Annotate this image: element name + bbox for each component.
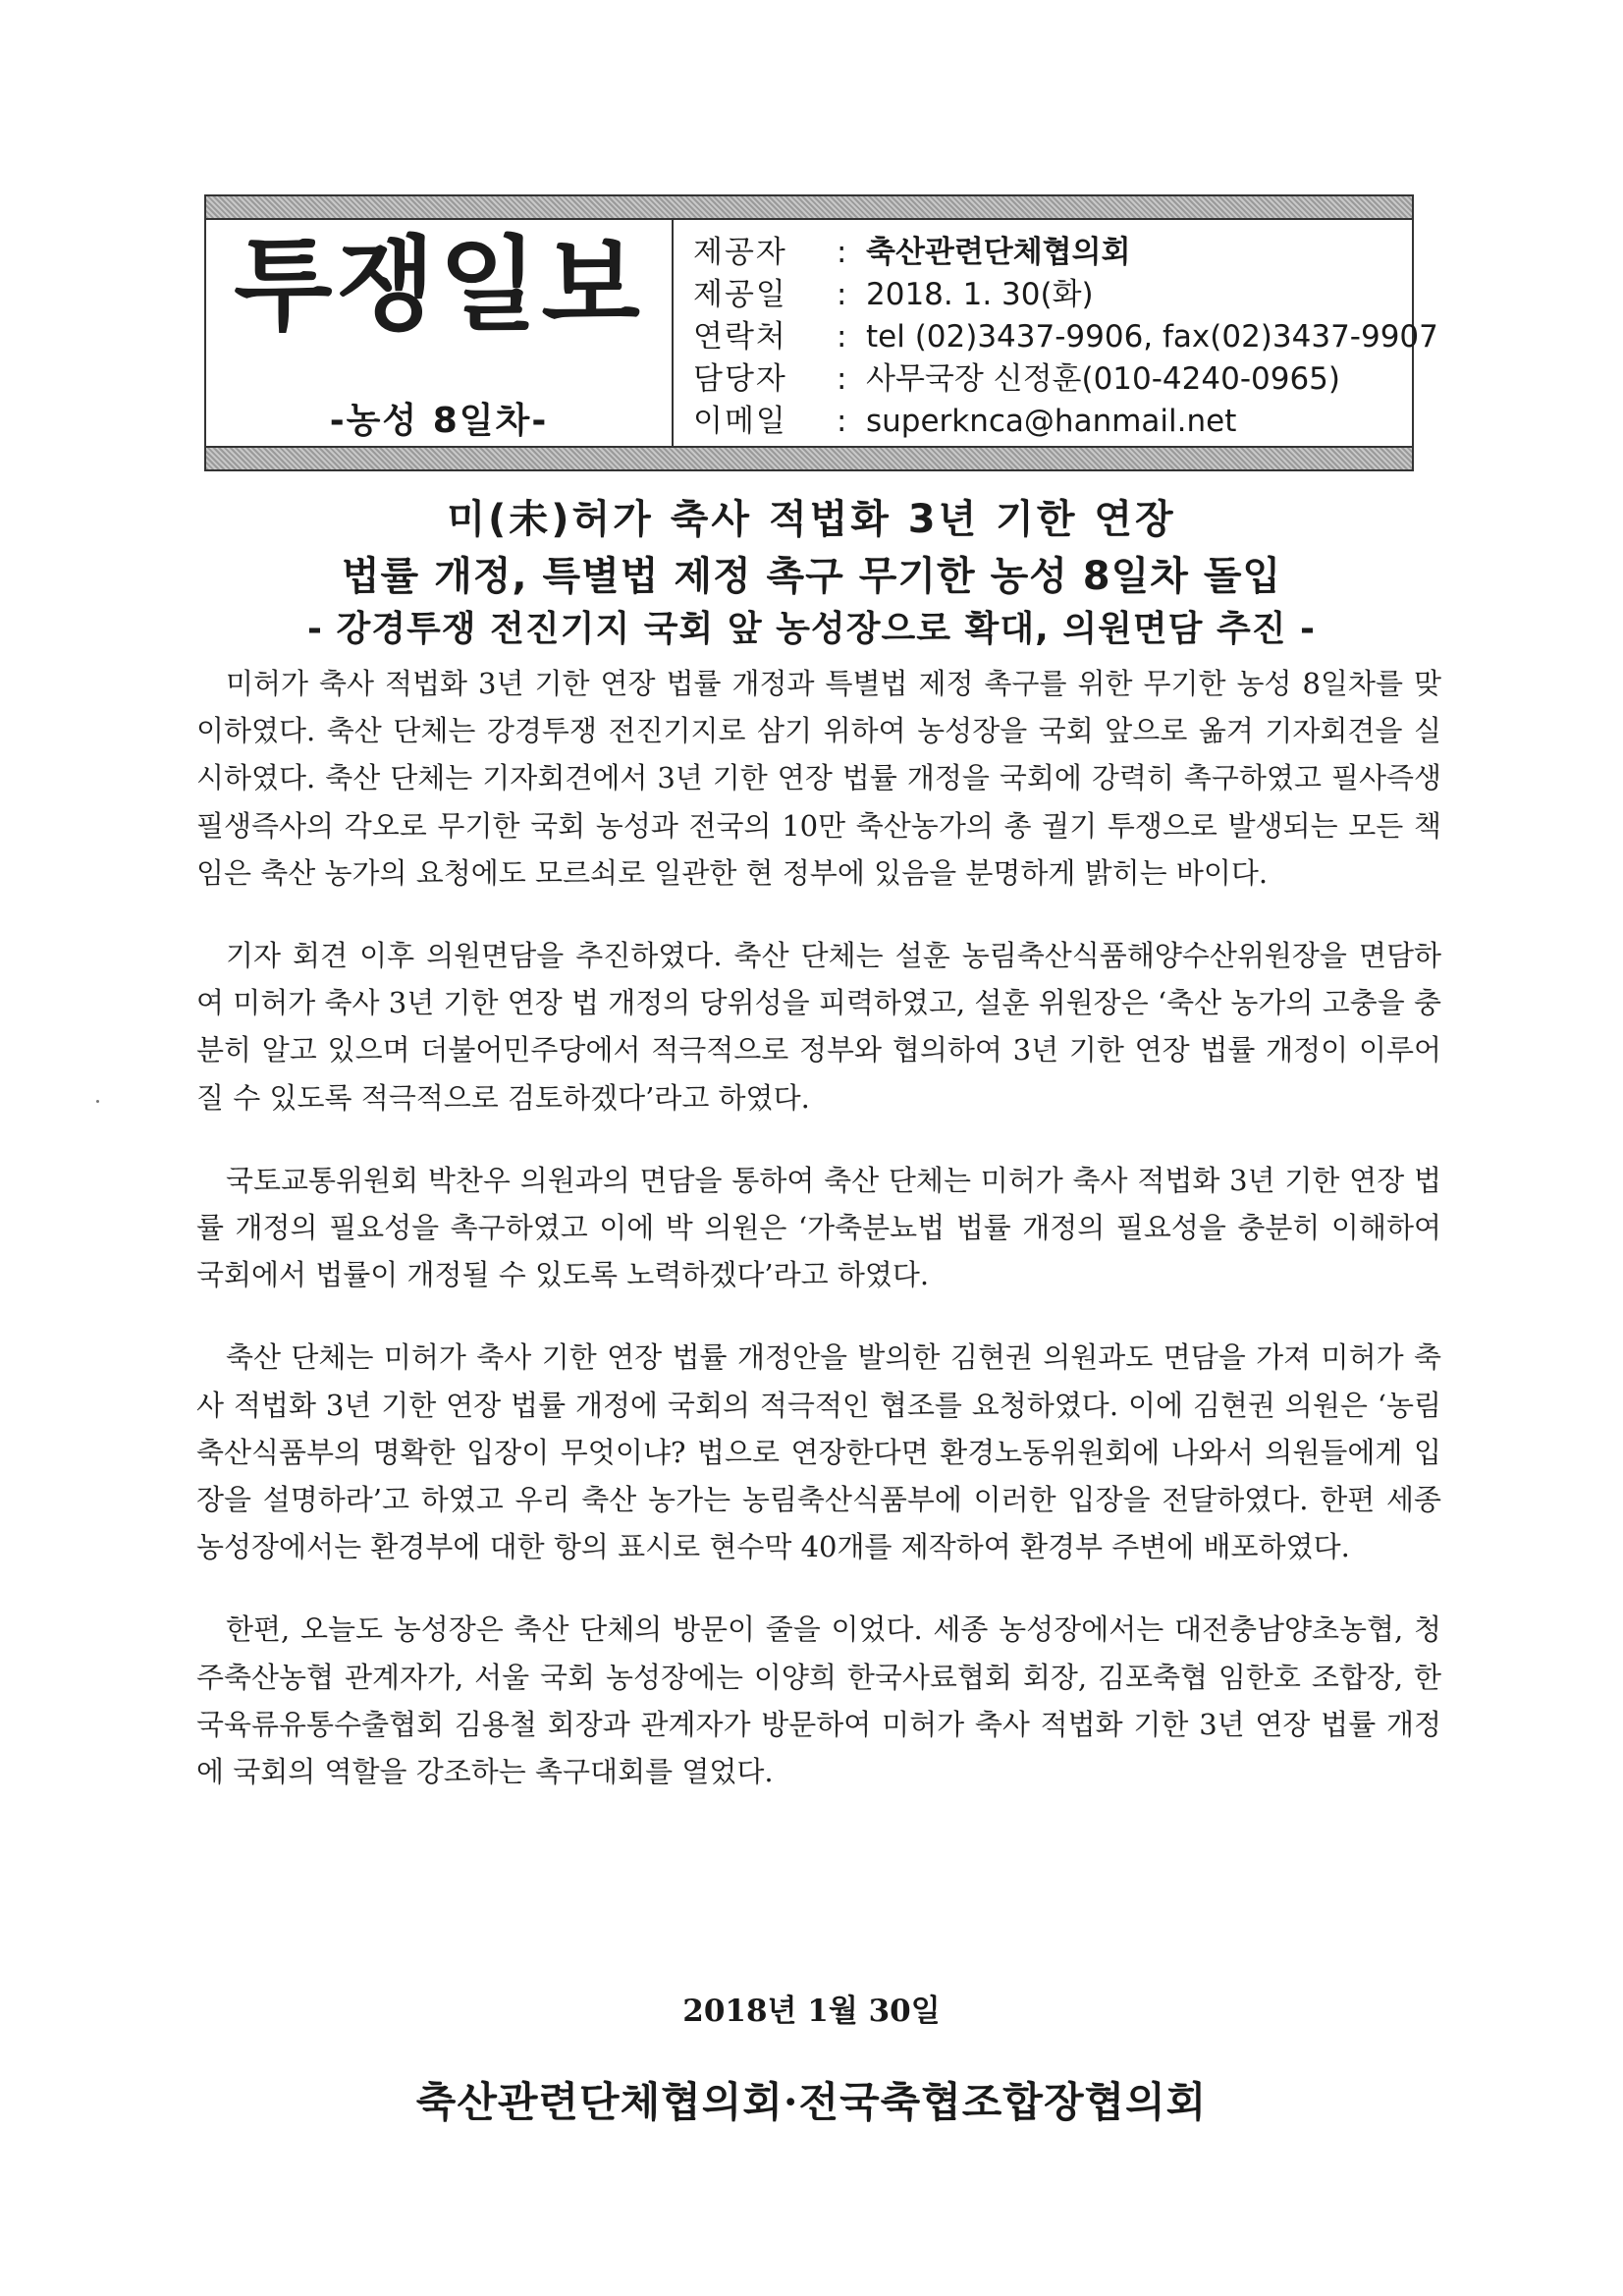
- header-top-band: [204, 194, 1414, 220]
- headline: [157, 491, 1466, 654]
- masthead: [206, 220, 674, 446]
- headline-line-1: 미(未)허가 축사 적법화 3년 기한 연장: [447, 497, 1176, 542]
- info-value: 2018. 1. 30(화): [866, 277, 1094, 312]
- article-body: [196, 660, 1441, 1831]
- paragraph: 한편, 오늘도 농성장은 축산 단체의 방문이 줄을 이었다. 세종 농성장에서는 대전충남양초농협, 청주축산농협 관계자가, 서울 국회 농성장에는 이양희 한국사료협회 회장, 김포축협 임한호 조합장, 한국육류유통수출협회 김용철 회장과 관계자가 방문하여 미허가 축사 적법화 기한 3년 연장 법률 개정에 국회의 역할을 강조하는 촉구대회를 열었다.: [196, 1613, 1441, 1789]
- masthead-subtitle: -농성 8일차-: [329, 401, 549, 441]
- headline-subtitle: - 강경투쟁 전진기지 국회 앞 농성장으로 확대, 의원면담 추진 -: [307, 609, 1316, 649]
- info-row-provider: [693, 232, 1400, 274]
- info-value: 사무국장 신정훈(010-4240-0965): [866, 361, 1340, 397]
- header-body: [204, 220, 1438, 446]
- info-row-manager: [693, 358, 1400, 401]
- header-bottom-band: [204, 446, 1414, 471]
- info-colon: :: [837, 361, 847, 397]
- info-label: 연락처: [693, 319, 787, 355]
- info-colon: :: [837, 277, 847, 312]
- info-label: 담당자: [693, 361, 787, 397]
- info-value: superknca@hanmail.net: [866, 404, 1237, 439]
- info-colon: :: [837, 319, 847, 355]
- info-row-email: [693, 401, 1400, 443]
- info-row-date: [693, 274, 1400, 316]
- contact-info: [693, 232, 1438, 443]
- info-colon: :: [837, 404, 847, 439]
- scan-speck: [96, 1100, 99, 1103]
- info-label: 제공자: [693, 235, 787, 270]
- release-date: 2018년 1월 30일: [682, 1994, 941, 2029]
- masthead-title: 투쟁일보: [234, 225, 644, 345]
- paragraph: 축산 단체는 미허가 축사 기한 연장 법률 개정안을 발의한 김현권 의원과도 면담을 가져 미허가 축사 적법화 3년 기한 연장 법률 개정에 국회의 적극적인 협조를 요청하였다. 이에 김현권 의원은 ‘농림축산식품부의 명확한 입장이 무엇이냐? 법으로 연장한다면 환경노동위원회에 나와서 의원들에게 입장을 설명하라’고 하였고 우리 축산 농가는 농림축산식품부에 이러한 입장을 전달하였다. 한편 세종 농성장에서는 환경부에 대한 항의 표시로 현수막 40개를 제작하여 환경부 주변에 배포하였다.: [196, 1340, 1441, 1564]
- info-value: tel (02)3437-9906, fax(02)3437-9907: [866, 319, 1438, 355]
- paragraph: 국토교통위원회 박찬우 의원과의 면담을 통하여 축산 단체는 미허가 축사 적법화 3년 기한 연장 법률 개정의 필요성을 촉구하였고 이에 박 의원은 ‘가축분뇨법 법률 개정의 필요성을 충분히 이해하여 국회에서 법률이 개정될 수 있도록 노력하겠다’라고 하였다.: [196, 1163, 1441, 1292]
- issuing-organizations: 축산관련단체협의회·전국축협조합장협의회: [415, 2078, 1208, 2126]
- paragraph: 미허가 축사 적법화 3년 기한 연장 법률 개정과 특별법 제정 촉구를 위한 무기한 농성 8일차를 맞이하였다. 축산 단체는 강경투쟁 전진기지로 삼기 위하여 농성장을 국회 앞으로 옮겨 기자회견을 실시하였다. 축산 단체는 기자회견에서 3년 기한 연장 법률 개정을 국회에 강력히 촉구하였고 필사즉생 필생즉사의 각오로 무기한 국회 농성과 전국의 10만 축산농가의 총 궐기 투쟁으로 발생되는 모든 책임은 축산 농가의 요청에도 모르쇠로 일관한 현 정부에 있음을 분명하게 밝히는 바이다.: [196, 667, 1441, 890]
- info-label: 이메일: [693, 404, 787, 439]
- info-colon: :: [837, 235, 847, 270]
- info-row-contact: [693, 316, 1438, 358]
- info-label: 제공일: [693, 277, 787, 312]
- paragraph: 기자 회견 이후 의원면담을 추진하였다. 축산 단체는 설훈 농림축산식품해양수산위원장을 면담하여 미허가 축사 3년 기한 연장 법 개정의 당위성을 피력하였고, 설훈 위원장은 ‘축산 농가의 고충을 충분히 알고 있으며 더불어민주당에서 적극적으로 정부와 협의하여 3년 기한 연장 법률 개정이 이루어질 수 있도록 적극적으로 검토하겠다’라고 하였다.: [196, 939, 1441, 1115]
- info-value: 축산관련단체협의회: [866, 235, 1131, 270]
- header-box: [204, 194, 1438, 471]
- headline-line-2: 법률 개정, 특별법 제정 촉구 무기한 농성 8일차 돌입: [341, 554, 1282, 599]
